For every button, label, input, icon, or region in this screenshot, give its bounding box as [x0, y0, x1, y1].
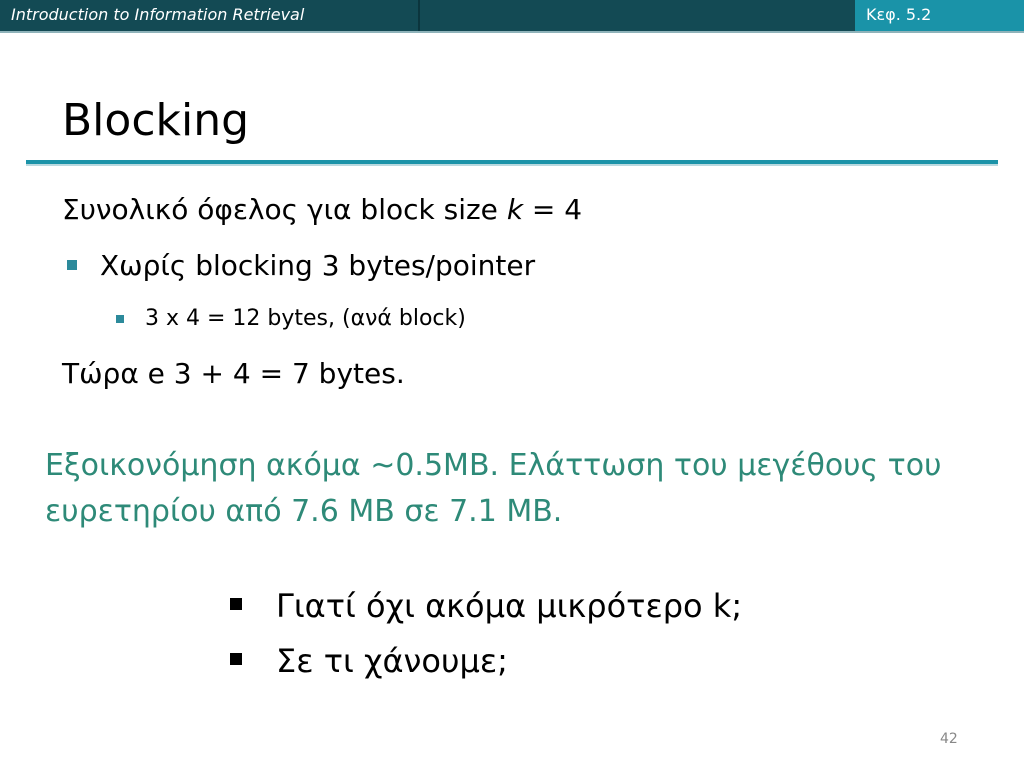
- now-bytes-line: Τώρα e 3 + 4 = 7 bytes.: [62, 357, 405, 390]
- slide-title: Blocking: [62, 95, 250, 146]
- block-size-prefix: Συνολικό όφελος για block size: [62, 193, 507, 226]
- savings-note: Εξοικονόμηση ακόμα ~0.5MB. Ελάττωση του μεγέθους του ευρετηρίου από 7.6 MB σε 7.1 MB.: [45, 448, 942, 529]
- question-bullet-icon: [230, 653, 242, 665]
- no-blocking-bullet: Χωρίς blocking 3 bytes/pointer: [100, 249, 536, 282]
- page-number: 42: [940, 731, 958, 747]
- question-item: Σε τι χάνουμε;: [276, 642, 508, 680]
- bytes-per-block-sub-bullet: 3 x 4 = 12 bytes, (ανά block): [145, 306, 466, 331]
- sub-bullet-icon: [116, 315, 124, 323]
- title-rule-shadow: [26, 164, 998, 166]
- bullet-icon: [67, 260, 77, 270]
- block-size-line: [62, 192, 582, 228]
- question-item: Γιατί όχι ακόμα μικρότερο k;: [276, 587, 743, 625]
- block-size-suffix: = 4: [523, 193, 583, 226]
- chapter-label: Κεφ. 5.2: [866, 5, 932, 24]
- block-size-variable: k: [506, 193, 524, 226]
- course-title: Introduction to Information Retrieval: [11, 5, 305, 24]
- question-bullet-icon: [230, 598, 242, 610]
- header-divider: [418, 0, 420, 33]
- header-underline: [0, 31, 1024, 33]
